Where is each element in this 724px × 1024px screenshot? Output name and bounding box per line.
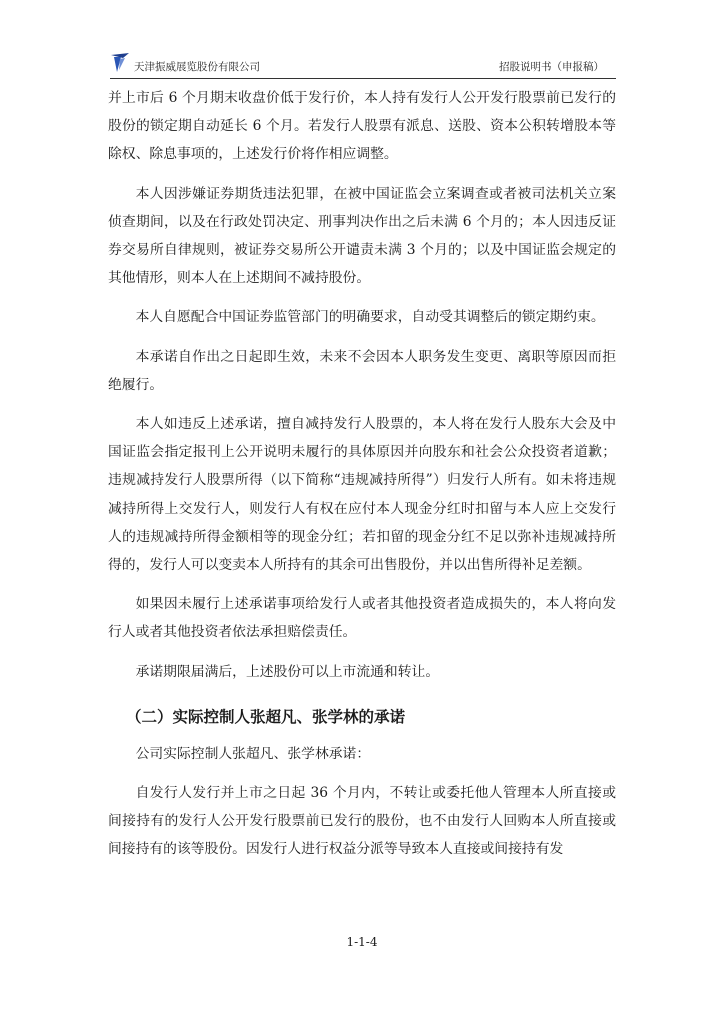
- paragraph: 如果因未履行上述承诺事项给发行人或者其他投资者造成损失的，本人将向发行人或者其他投资者依法承担赔偿责任。: [108, 596, 616, 641]
- paragraph: 本承诺自作出之日起即生效，未来不会因本人职务发生变更、离职等原因而拒绝履行。: [108, 348, 616, 393]
- page-content: [108, 84, 616, 875]
- company-name: 天津振威展览股份有限公司: [134, 61, 260, 73]
- paragraph: 自发行人发行并上市之日起 36 个月内，不转让或委托他人管理本人所直接或间接持有的发行人公开发行股票前已发行的股份，也不由发行人回购本人所直接或间接持有的该等股份。因发行人进行权益分派等导致本人直接或间接持有发: [108, 785, 616, 858]
- paragraph: 本人因涉嫌证券期货违法犯罪，在被中国证监会立案调查或者被司法机关立案侦查期间，以及在行政处罚决定、刑事判决作出之后未满 6 个月的；本人因违反证券交易所自律规则，被证券交易所公开谴责未满 3 个月的；以及中国证监会规定的其他情形，则本人在上述期间不减持股份。: [108, 185, 616, 287]
- page-header: [110, 50, 616, 79]
- page-number: 1-1-4: [346, 935, 378, 949]
- paragraph-continuation: 并上市后 6 个月期末收盘价低于发行价，本人持有发行人公开发行股票前已发行的股份的锁定期自动延长 6 个月。若发行人股票有派息、送股、资本公积转增股本等除权、除息事项的，上述发行价将作相应调整。: [108, 90, 616, 163]
- paragraph: 本人如违反上述承诺，擅自减持发行人股票的，本人将在发行人股东大会及中国证监会指定报刊上公开说明未履行的具体原因并向股东和社会公众投资者道歉；违规减持发行人股票所得（以下简称“违规减持所得”）归发行人所有。如未将违规减持所得上交发行人，则发行人有权在应付本人现金分红时扣留与本人应上交发行人的违规减持所得金额相等的现金分红；若扣留的现金分红不足以弥补违规减持所得的，发行人可以变卖本人所持有的其余可出售股份，并以出售所得补足差额。: [108, 416, 616, 574]
- section-heading: （二）实际控制人张超凡、张学林的承诺: [126, 707, 406, 726]
- company-logo-icon: [110, 52, 130, 74]
- paragraph: 承诺期限届满后，上述股份可以上市流通和转让。: [135, 663, 440, 680]
- document-title: 招股说明书（申报稿）: [499, 61, 604, 73]
- paragraph: 公司实际控制人张超凡、张学林承诺：: [135, 745, 371, 762]
- paragraph: 本人自愿配合中国证券监管部门的明确要求，自动受其调整后的锁定期约束。: [135, 309, 605, 326]
